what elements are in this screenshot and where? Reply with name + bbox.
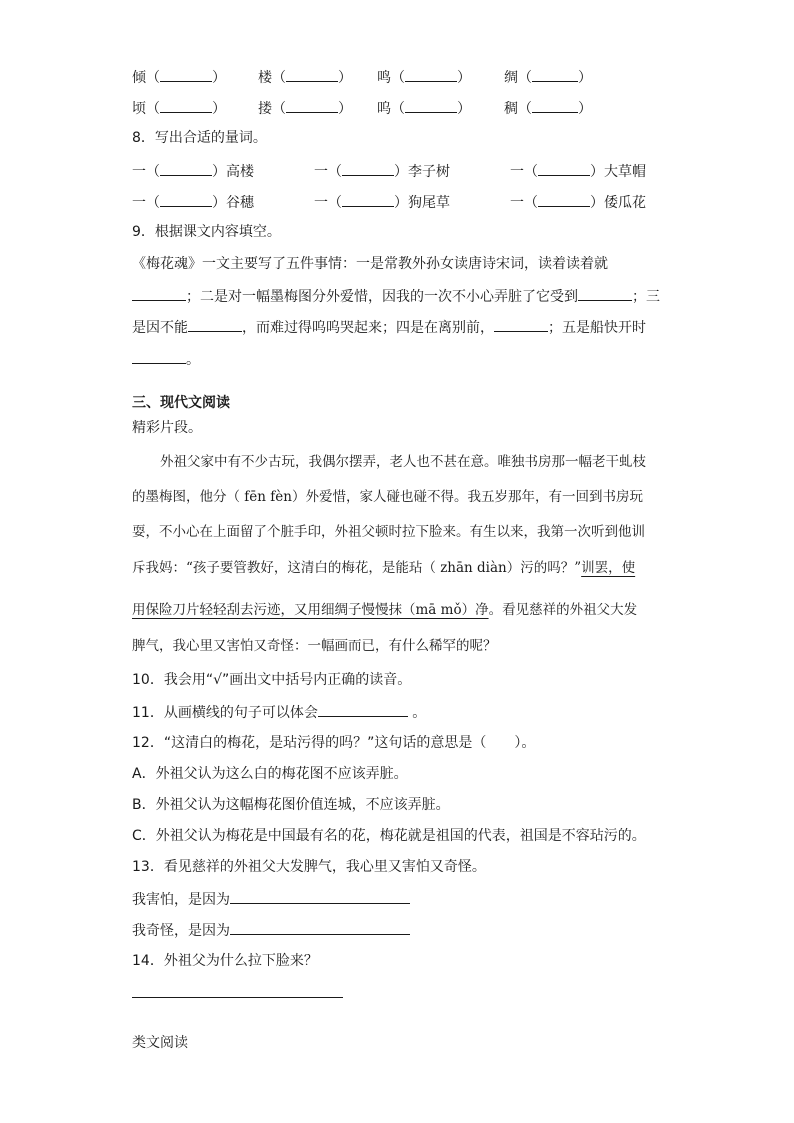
passage-line-1: 外祖父家中有不少古玩，我偶尔摆弄，老人也不甚在意。唯独书房那一幅老干虬枝 (160, 454, 646, 470)
answer-blank[interactable] (342, 160, 394, 176)
q12-option-c[interactable]: C．外祖父认为梅花是中国最有名的花，梅花就是祖国的代表，祖国是不容玷污的。 (132, 828, 646, 844)
answer-blank[interactable] (286, 66, 338, 82)
q7-item-4: 绸（ ） (504, 66, 592, 88)
answer-blank[interactable] (132, 285, 186, 301)
q7-item-1: 倾（ ） (132, 66, 226, 88)
answer-blank[interactable] (532, 66, 578, 82)
answer-blank[interactable] (188, 316, 242, 332)
answer-blank[interactable] (160, 160, 212, 176)
q14: 14．外祖父为什么拉下脸来？ (132, 953, 318, 969)
answer-blank[interactable] (538, 160, 590, 176)
passage-line-3: 耍，不小心在上面留了个脏手印，外祖父顿时拉下脸来。有生以来，我第一次听到他训 (132, 524, 645, 540)
answer-blank[interactable] (160, 191, 212, 207)
q9-line-1: 《梅花魂》一文主要写了五件事情：一是常教外孙女读唐诗宋词，读着读着就 (132, 256, 608, 272)
q14-answer-line[interactable] (132, 996, 343, 998)
q7-item-2: 楼（ ） (258, 66, 352, 88)
q8-item-6: 一（ ）倭瓜花 (510, 191, 646, 213)
q8-item-1: 一（ ）高楼 (132, 160, 254, 182)
q13: 13．看见慈祥的外祖父大发脾气，我心里又害怕又奇怪。 (132, 859, 486, 875)
q9-line-3: 是因不能 ，而难过得呜呜哭起来；四是在离别前， ；五是船快开时 (132, 316, 646, 338)
q9-title: 9．根据课文内容填空。 (132, 224, 281, 240)
section-similar-reading: 类文阅读 (132, 1035, 188, 1051)
answer-blank[interactable] (494, 316, 548, 332)
answer-blank[interactable] (286, 97, 338, 113)
q11: 11．从画横线的句子可以体会 。 (132, 701, 426, 723)
section-title: 三、现代文阅读 (132, 395, 230, 411)
section-subtitle: 精彩片段。 (132, 420, 202, 436)
q9-line-4: 。 (132, 348, 200, 370)
q13-strange: 我奇怪，是因为 (132, 919, 410, 941)
answer-blank[interactable] (405, 97, 457, 113)
q13-fear: 我害怕，是因为 (132, 888, 410, 910)
answer-blank[interactable] (160, 66, 212, 82)
q7-item-5: 顷（ ） (132, 97, 226, 119)
answer-blank[interactable] (532, 97, 578, 113)
underlined-sentence: 训罢，使 (581, 560, 636, 576)
q12-option-b[interactable]: B．外祖父认为这幅梅花图价值连城，不应该弄脏。 (132, 797, 450, 813)
q12-option-a[interactable]: A．外祖父认为这么白的梅花图不应该弄脏。 (132, 766, 408, 782)
answer-blank[interactable] (230, 919, 410, 935)
passage-line-4: 斥我妈：“孩子要管教好，这清白的梅花，是能玷（ zhān diàn）污的吗？”训罢，使 (132, 560, 636, 576)
q8-item-4: 一（ ）谷穗 (132, 191, 254, 213)
q8-item-5: 一（ ）狗尾草 (314, 191, 450, 213)
answer-blank[interactable] (132, 348, 186, 364)
answer-blank[interactable] (578, 285, 632, 301)
q7-item-3: 鸣（ ） (377, 66, 471, 88)
answer-blank[interactable] (538, 191, 590, 207)
answer-blank[interactable] (230, 888, 410, 904)
answer-blank[interactable] (160, 97, 212, 113)
underlined-sentence: 用保险刀片轻轻刮去污迹，又用细绸子慢慢抹（mā mǒ）净 (132, 602, 489, 618)
q12: 12．“这清白的梅花，是玷污得的吗？”这句话的意思是（ ）。 (132, 735, 536, 751)
answer-blank[interactable] (342, 191, 394, 207)
q8-title: 8．写出合适的量词。 (132, 130, 267, 146)
q9-line-2: ；二是对一幅墨梅图分外爱惜，因我的一次不小心弄脏了它受到 ；三 (132, 285, 660, 307)
q7-item-6: 搂（ ） (258, 97, 352, 119)
q8-item-2: 一（ ）李子树 (314, 160, 450, 182)
q8-item-3: 一（ ）大草帽 (510, 160, 646, 182)
q10: 10．我会用“√”画出文中括号内正确的读音。 (132, 672, 412, 688)
passage-line-2: 的墨梅图，他分（ fēn fèn）外爱惜，家人碰也碰不得。我五岁那年，有一回到书房玩 (132, 489, 643, 505)
answer-blank[interactable] (318, 701, 408, 717)
passage-line-6: 脾气，我心里又害怕又奇怪：一幅画而已，有什么稀罕的呢？ (132, 638, 497, 654)
q7-item-7: 呜（ ） (377, 97, 471, 119)
passage-line-5: 用保险刀片轻轻刮去污迹，又用细绸子慢慢抹（mā mǒ）净。看见慈祥的外祖父大发 (132, 602, 638, 618)
q7-item-8: 稠（ ） (504, 97, 592, 119)
answer-blank[interactable] (405, 66, 457, 82)
